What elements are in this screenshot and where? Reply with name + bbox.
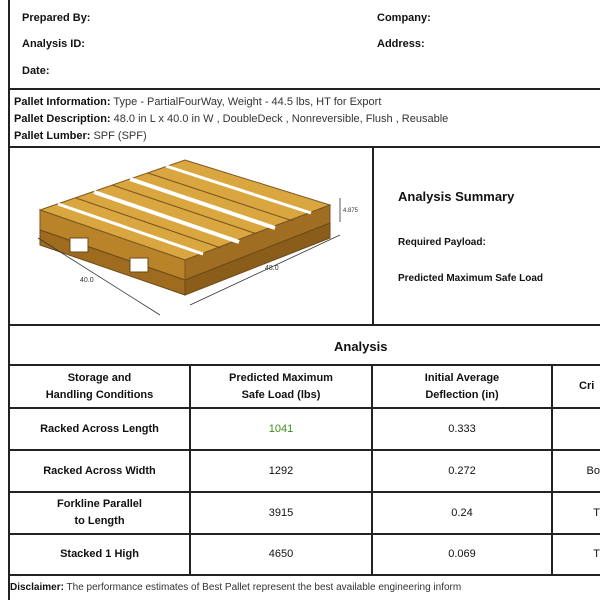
- width-dimension-label: 48.0: [265, 265, 279, 272]
- table-row-load: 1041: [268, 422, 294, 435]
- table-row-extra: Bo: [586, 464, 600, 477]
- pallet-information-label: Pallet Information:: [14, 96, 111, 108]
- column-header-max-load: Predicted Maximum Safe Load (lbs): [229, 371, 333, 401]
- pallet-description: [14, 113, 448, 125]
- column-header-condition: Storage and Handling Conditions: [45, 371, 154, 401]
- disclaimer-label: Disclaimer:: [10, 582, 64, 593]
- divider: [372, 146, 374, 324]
- required-payload-label: Required Payload:: [398, 237, 486, 248]
- pallet-description-value: 48.0 in L x 40.0 in W , DoubleDeck , Nonreversible, Flush , Reusable: [113, 113, 449, 125]
- pallet-description-label: Pallet Description:: [14, 113, 111, 125]
- address-label: Address:: [377, 38, 425, 50]
- pallet-lumber-value: SPF (SPF): [93, 130, 147, 142]
- divider: [8, 146, 600, 148]
- divider: [8, 574, 600, 576]
- table-row-condition: Stacked 1 High: [60, 548, 139, 560]
- length-dimension-label: 40.0: [80, 277, 94, 284]
- divider: [8, 88, 600, 90]
- pallet-deck: [40, 160, 330, 295]
- table-row-deflection: 0.24: [451, 506, 473, 519]
- prepared-by-label: Prepared By:: [22, 12, 91, 24]
- table-row-condition: Forkline Parallel to Length: [57, 498, 142, 527]
- analysis-summary-title: Analysis Summary: [398, 189, 515, 204]
- height-dimension-label: 4.875: [343, 208, 359, 214]
- disclaimer-text: The performance estimates of Best Pallet represent the best available engineering inform: [66, 582, 462, 593]
- table-row-extra: T: [593, 506, 600, 519]
- pallet-lumber-label: Pallet Lumber:: [14, 130, 91, 142]
- column-header-deflection: Initial Average Deflection (in): [424, 371, 500, 401]
- pallet-information: [14, 96, 381, 108]
- analysis-title: Analysis: [334, 339, 388, 354]
- date-label: Date:: [22, 65, 50, 77]
- table-row-load: 1292: [268, 464, 294, 477]
- table-row-load: 3915: [268, 506, 294, 519]
- table-row-deflection: 0.069: [448, 548, 476, 560]
- pallet-information-value: Type - PartialFourWay, Weight - 44.5 lbs, HT for Export: [113, 96, 382, 108]
- table-row-deflection: 0.272: [448, 464, 476, 477]
- table-row-condition: Racked Across Length: [40, 422, 159, 435]
- table-row-condition: Racked Across Width: [43, 464, 156, 477]
- table-row-extra: T: [593, 548, 600, 560]
- divider: [8, 324, 600, 326]
- pallet-lumber: [14, 130, 147, 142]
- column-header-criteria: Cri: [579, 380, 595, 392]
- table-row-deflection: 0.333: [448, 422, 476, 435]
- company-label: Company:: [377, 12, 431, 24]
- disclaimer: [10, 582, 461, 593]
- table-row-load: 4650: [268, 548, 294, 560]
- pallet-diagram: [10, 150, 370, 322]
- table-row-extra: [553, 409, 600, 449]
- predicted-max-label: Predicted Maximum Safe Load: [398, 273, 544, 284]
- analysis-id-label: Analysis ID:: [22, 38, 85, 50]
